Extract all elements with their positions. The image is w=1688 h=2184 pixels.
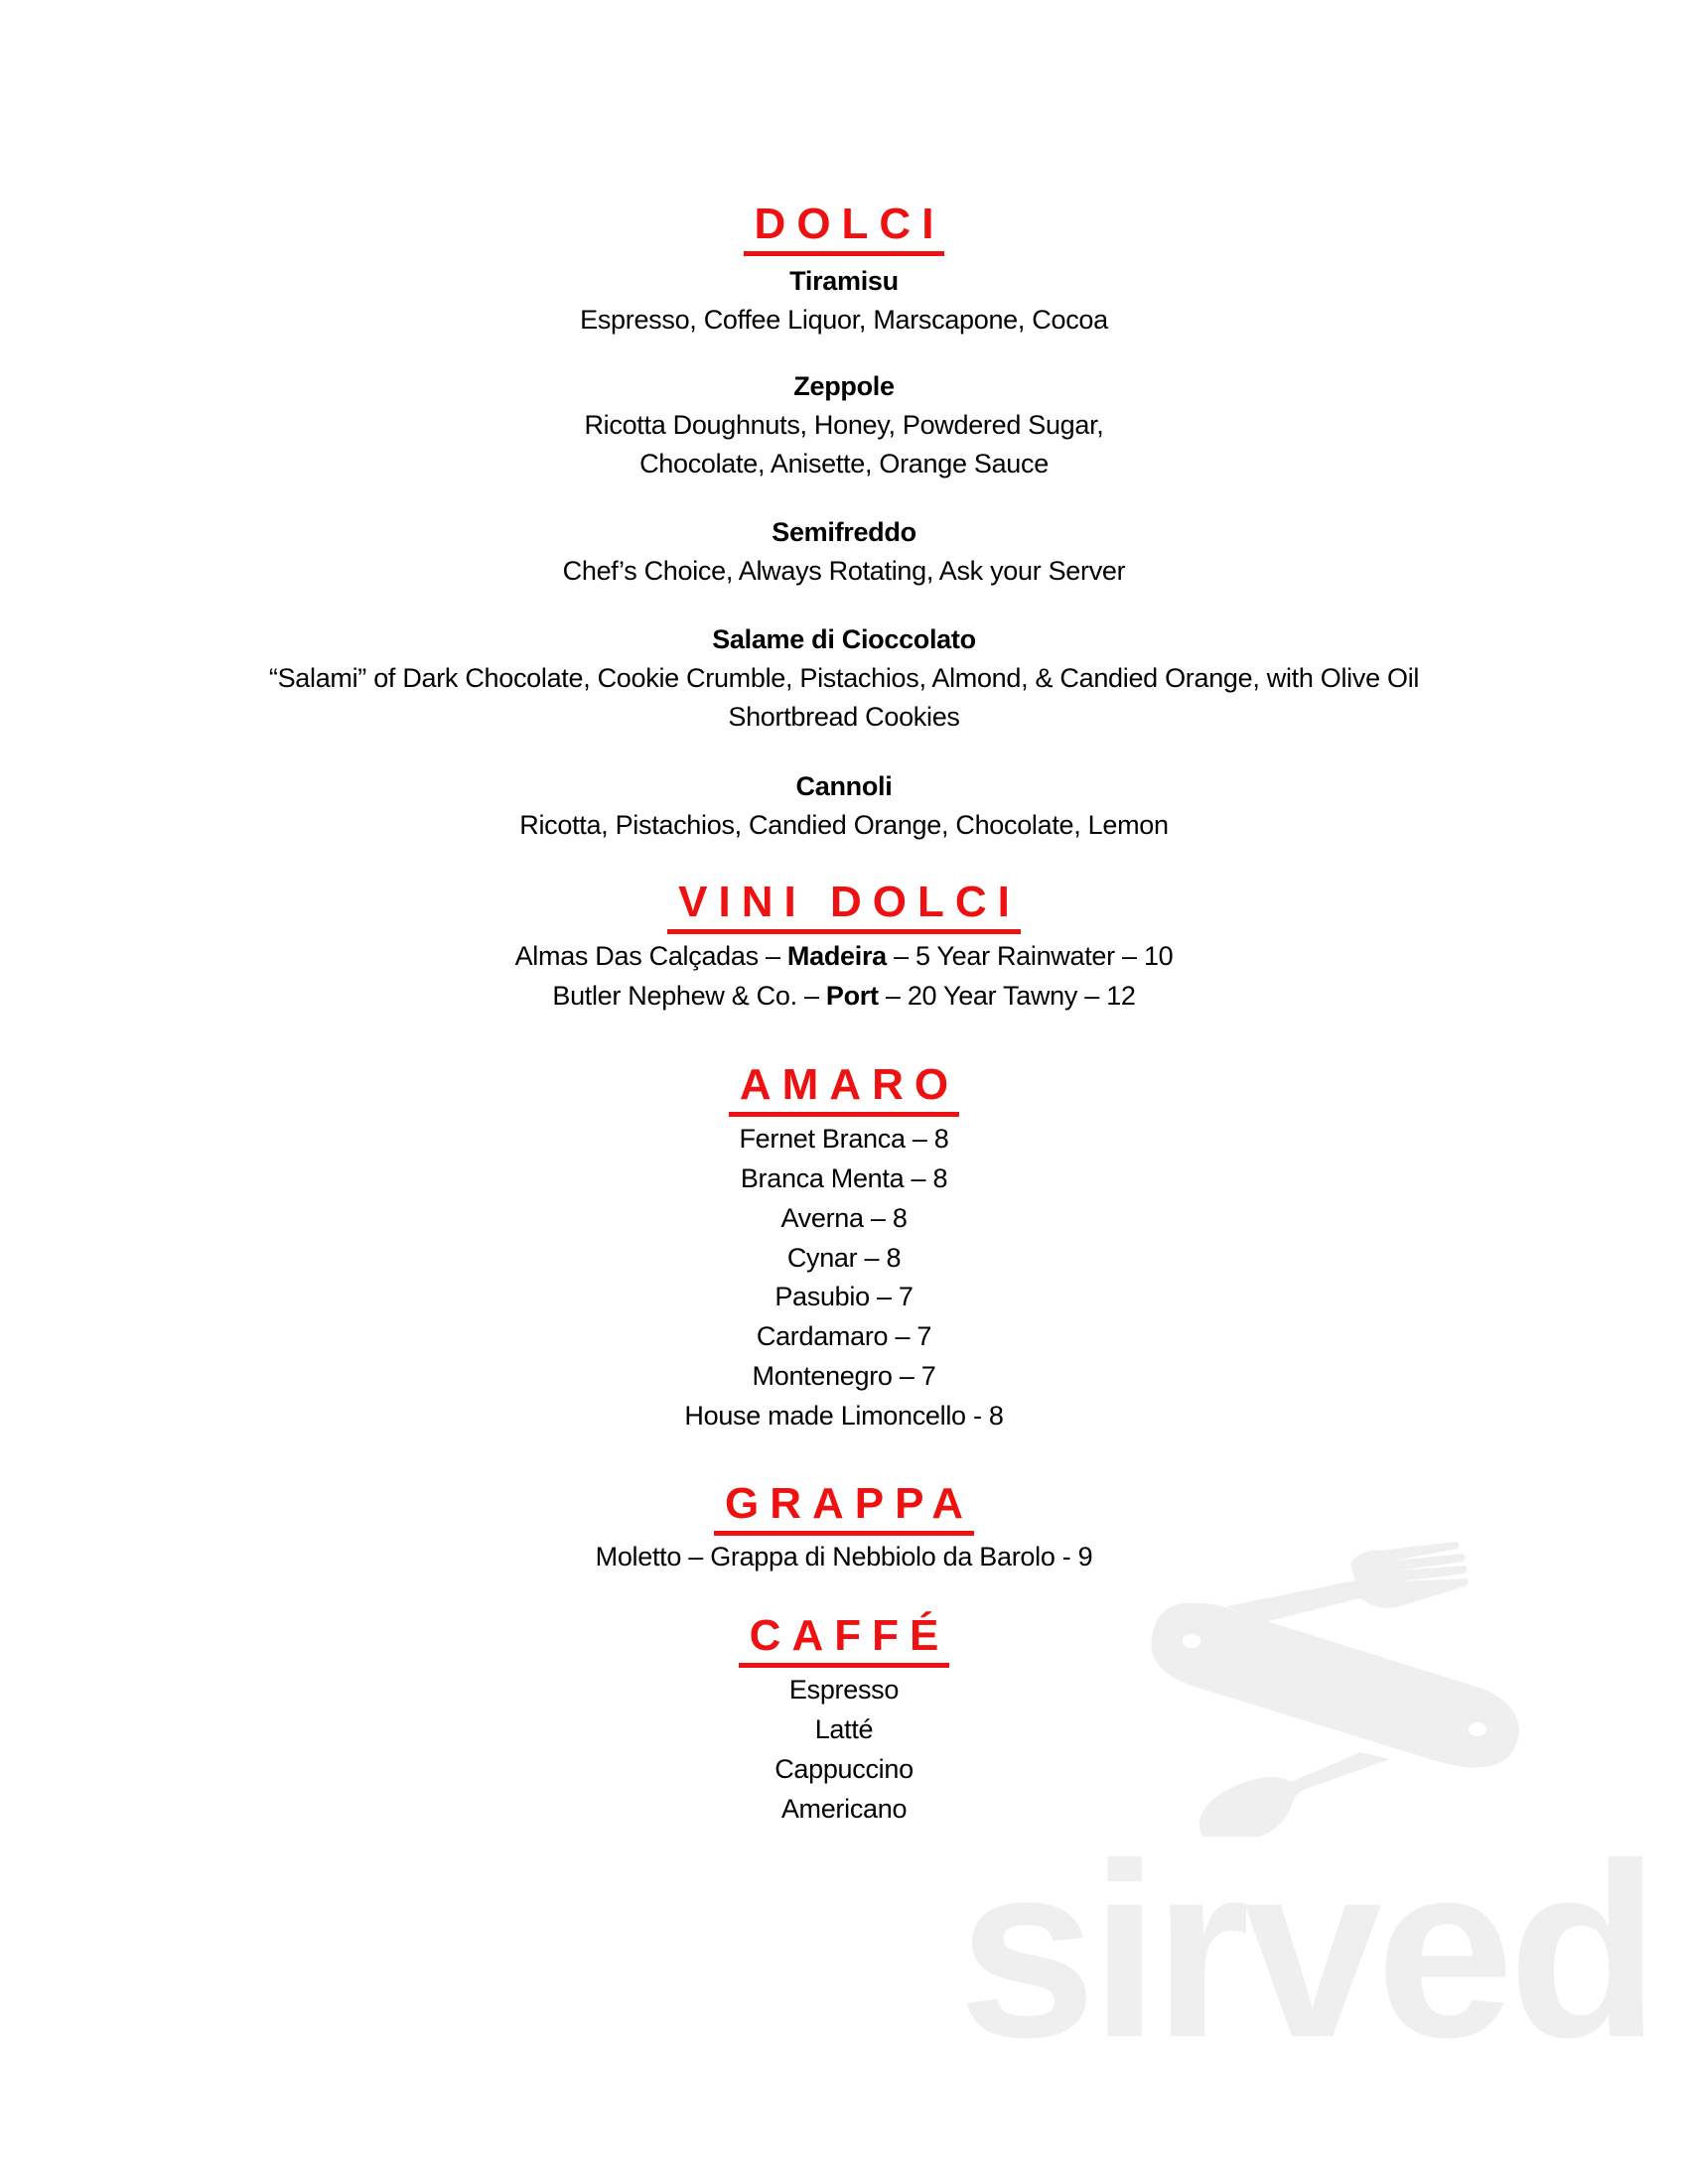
menu-item-description: Shortbread Cookies: [728, 702, 960, 732]
menu-item-name: Zeppole: [793, 371, 895, 401]
wine-producer: Butler Nephew & Co. –: [552, 981, 826, 1011]
menu-item-name: Cannoli: [795, 771, 893, 801]
menu-item-description: Espresso, Coffee Liquor, Marscapone, Cocoa: [580, 305, 1108, 335]
caffe-item: Latté: [814, 1714, 874, 1744]
menu-item-description: Ricotta Doughnuts, Honey, Powdered Sugar,: [584, 410, 1104, 440]
caffe-item: Cappuccino: [774, 1754, 914, 1784]
section-heading-dolci: DOLCI: [0, 202, 1688, 256]
amaro-item: Cynar – 8: [786, 1243, 902, 1273]
amaro-item: Branca Menta – 8: [740, 1163, 948, 1193]
wine-producer: Almas Das Calçadas –: [514, 941, 787, 971]
menu-item-name: Tiramisu: [789, 266, 899, 296]
section-heading-amaro: AMARO: [0, 1062, 1688, 1117]
menu-item-name: Salame di Cioccolato: [712, 624, 976, 654]
menu-item-description: “Salami” of Dark Chocolate, Cookie Crumble, Pistachios, Almond, & Candied Orange, with Olive Oil: [268, 663, 1420, 693]
menu-item-name: Semifreddo: [772, 517, 916, 547]
menu-item-description: Ricotta, Pistachios, Candied Orange, Chocolate, Lemon: [519, 810, 1169, 840]
wine-detail: – 5 Year Rainwater – 10: [886, 941, 1174, 971]
amaro-item: House made Limoncello - 8: [684, 1401, 1004, 1431]
wine-item: [0, 939, 1688, 973]
amaro-item: Averna – 8: [780, 1203, 908, 1233]
wine-type: Port: [825, 981, 879, 1011]
menu-item-description: Chocolate, Anisette, Orange Sauce: [639, 449, 1049, 478]
caffe-item: Espresso: [788, 1675, 900, 1705]
amaro-item: Fernet Branca – 8: [739, 1124, 949, 1154]
section-heading-grappa: GRAPPA: [0, 1481, 1688, 1536]
section-heading-vini-dolci: VINI DOLCI: [0, 880, 1688, 934]
sirved-watermark-text: sirved: [958, 1812, 1654, 2089]
grappa-item: Moletto – Grappa di Nebbiolo da Barolo - 9: [595, 1542, 1093, 1571]
caffe-item: Americano: [780, 1794, 908, 1824]
amaro-item: Cardamaro – 7: [756, 1321, 932, 1351]
section-heading-caffe: CAFFÉ: [0, 1613, 1688, 1668]
amaro-item: Montenegro – 7: [752, 1361, 936, 1391]
wine-item: [0, 979, 1688, 1013]
wine-type: Madeira: [786, 941, 887, 971]
amaro-item: Pasubio – 7: [774, 1282, 914, 1311]
wine-detail: – 20 Year Tawny – 12: [878, 981, 1136, 1011]
menu-item-description: Chef’s Choice, Always Rotating, Ask your Server: [562, 556, 1126, 586]
